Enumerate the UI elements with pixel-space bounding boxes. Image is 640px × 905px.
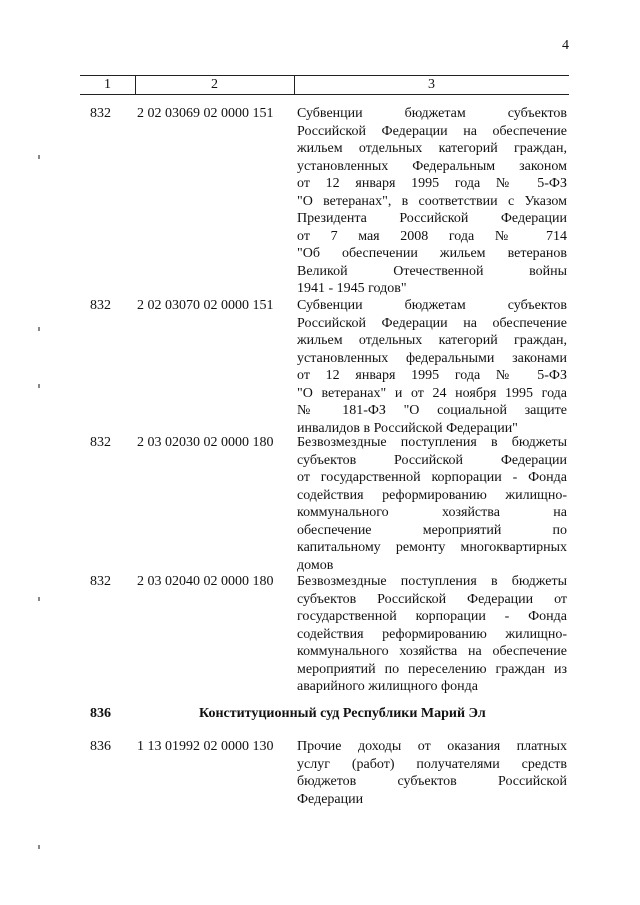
description-line: инвалидов в Российской Федерации" — [297, 420, 518, 436]
description-line: субъектов Российской Федерации от — [297, 591, 567, 607]
admin-code: 836 — [90, 739, 111, 754]
description-line: № 181-ФЗ "О социальной защите — [297, 403, 567, 418]
admin-code: 832 — [90, 574, 111, 589]
margin-mark — [38, 845, 40, 849]
description-line: коммунального хозяйства на — [297, 505, 567, 520]
description — [297, 573, 567, 696]
description-line: Субвенции бюджетам субъектов — [297, 298, 567, 313]
description-line: от 12 января 1995 года № 5-ФЗ — [297, 368, 567, 383]
admin-code: 832 — [90, 298, 111, 313]
description-line: содействия реформированию жилищно- — [297, 487, 567, 503]
description-line: мероприятий по переселению граждан из — [297, 661, 567, 677]
description-line: "Об обеспечении жильем ветеранов — [297, 246, 567, 261]
budget-code: 2 03 02030 02 0000 180 — [137, 435, 274, 450]
description-line: домов — [297, 557, 334, 573]
description-line: "О ветеранах" и от 24 ноября 1995 года — [297, 385, 567, 401]
header-col-3: 3 — [428, 77, 435, 92]
description-line: бюджетов субъектов Российской — [297, 774, 567, 789]
description-line: Великой Отечественной войны — [297, 263, 567, 279]
margin-mark — [38, 327, 40, 331]
description-line: содействия реформированию жилищно- — [297, 626, 567, 642]
budget-code: 2 02 03070 02 0000 151 — [137, 298, 274, 313]
description-line: Прочие доходы от оказания платных — [297, 739, 567, 754]
table-header — [80, 75, 569, 95]
description-line: жильем отдельных категорий граждан, — [297, 333, 567, 348]
description-line: установленных федеральными законами — [297, 350, 567, 366]
header-col-2: 2 — [211, 77, 218, 92]
description — [297, 738, 567, 808]
description-line: 1941 - 1945 годов" — [297, 281, 407, 296]
description-line: "О ветеранах", в соответствии с Указом — [297, 193, 567, 209]
description-line: Российской Федерации на обеспечение — [297, 315, 567, 331]
admin-code: 832 — [90, 106, 111, 121]
description-line: аварийного жилищного фонда — [297, 679, 478, 694]
description-line: обеспечение мероприятий по — [297, 522, 567, 538]
description — [297, 434, 567, 574]
budget-code: 2 03 02040 02 0000 180 — [137, 574, 274, 589]
description-line: услуг (работ) получателями средств — [297, 756, 567, 772]
budget-code: 1 13 01992 02 0000 130 — [137, 739, 274, 754]
description-line: Федерации — [297, 791, 364, 807]
description-line: субъектов Российской Федерации — [297, 452, 567, 468]
page-number: 4 — [562, 38, 569, 53]
description-line: Безвозмездные поступления в бюджеты — [297, 435, 567, 450]
description — [297, 105, 567, 298]
margin-mark — [38, 597, 40, 601]
description-line: Российской Федерации на обеспечение — [297, 123, 567, 139]
description-line: от 7 мая 2008 года № 714 — [297, 228, 567, 244]
margin-mark — [38, 384, 40, 388]
description-line: Президента Российской Федерации — [297, 211, 567, 226]
description-line: от государственной корпорации - Фонда — [297, 470, 567, 485]
budget-code: 2 02 03069 02 0000 151 — [137, 106, 274, 121]
margin-mark — [38, 155, 40, 159]
description-line: установленных Федеральным законом — [297, 158, 567, 174]
description-line: жильем отдельных категорий граждан, — [297, 141, 567, 156]
description-line: Безвозмездные поступления в бюджеты — [297, 574, 567, 589]
admin-code: 832 — [90, 435, 111, 450]
description-line: государственной корпорации - Фонда — [297, 609, 567, 624]
header-col-1: 1 — [104, 77, 111, 92]
section-title: Конституционный суд Республики Марий Эл — [199, 706, 486, 721]
description-line: от 12 января 1995 года № 5-ФЗ — [297, 176, 567, 191]
description-line: капитальному ремонту многоквартирных — [297, 540, 567, 555]
section-admin-code: 836 — [90, 706, 111, 721]
description-line: коммунального хозяйства на обеспечение — [297, 644, 567, 659]
description — [297, 297, 567, 437]
description-line: Субвенции бюджетам субъектов — [297, 106, 567, 121]
